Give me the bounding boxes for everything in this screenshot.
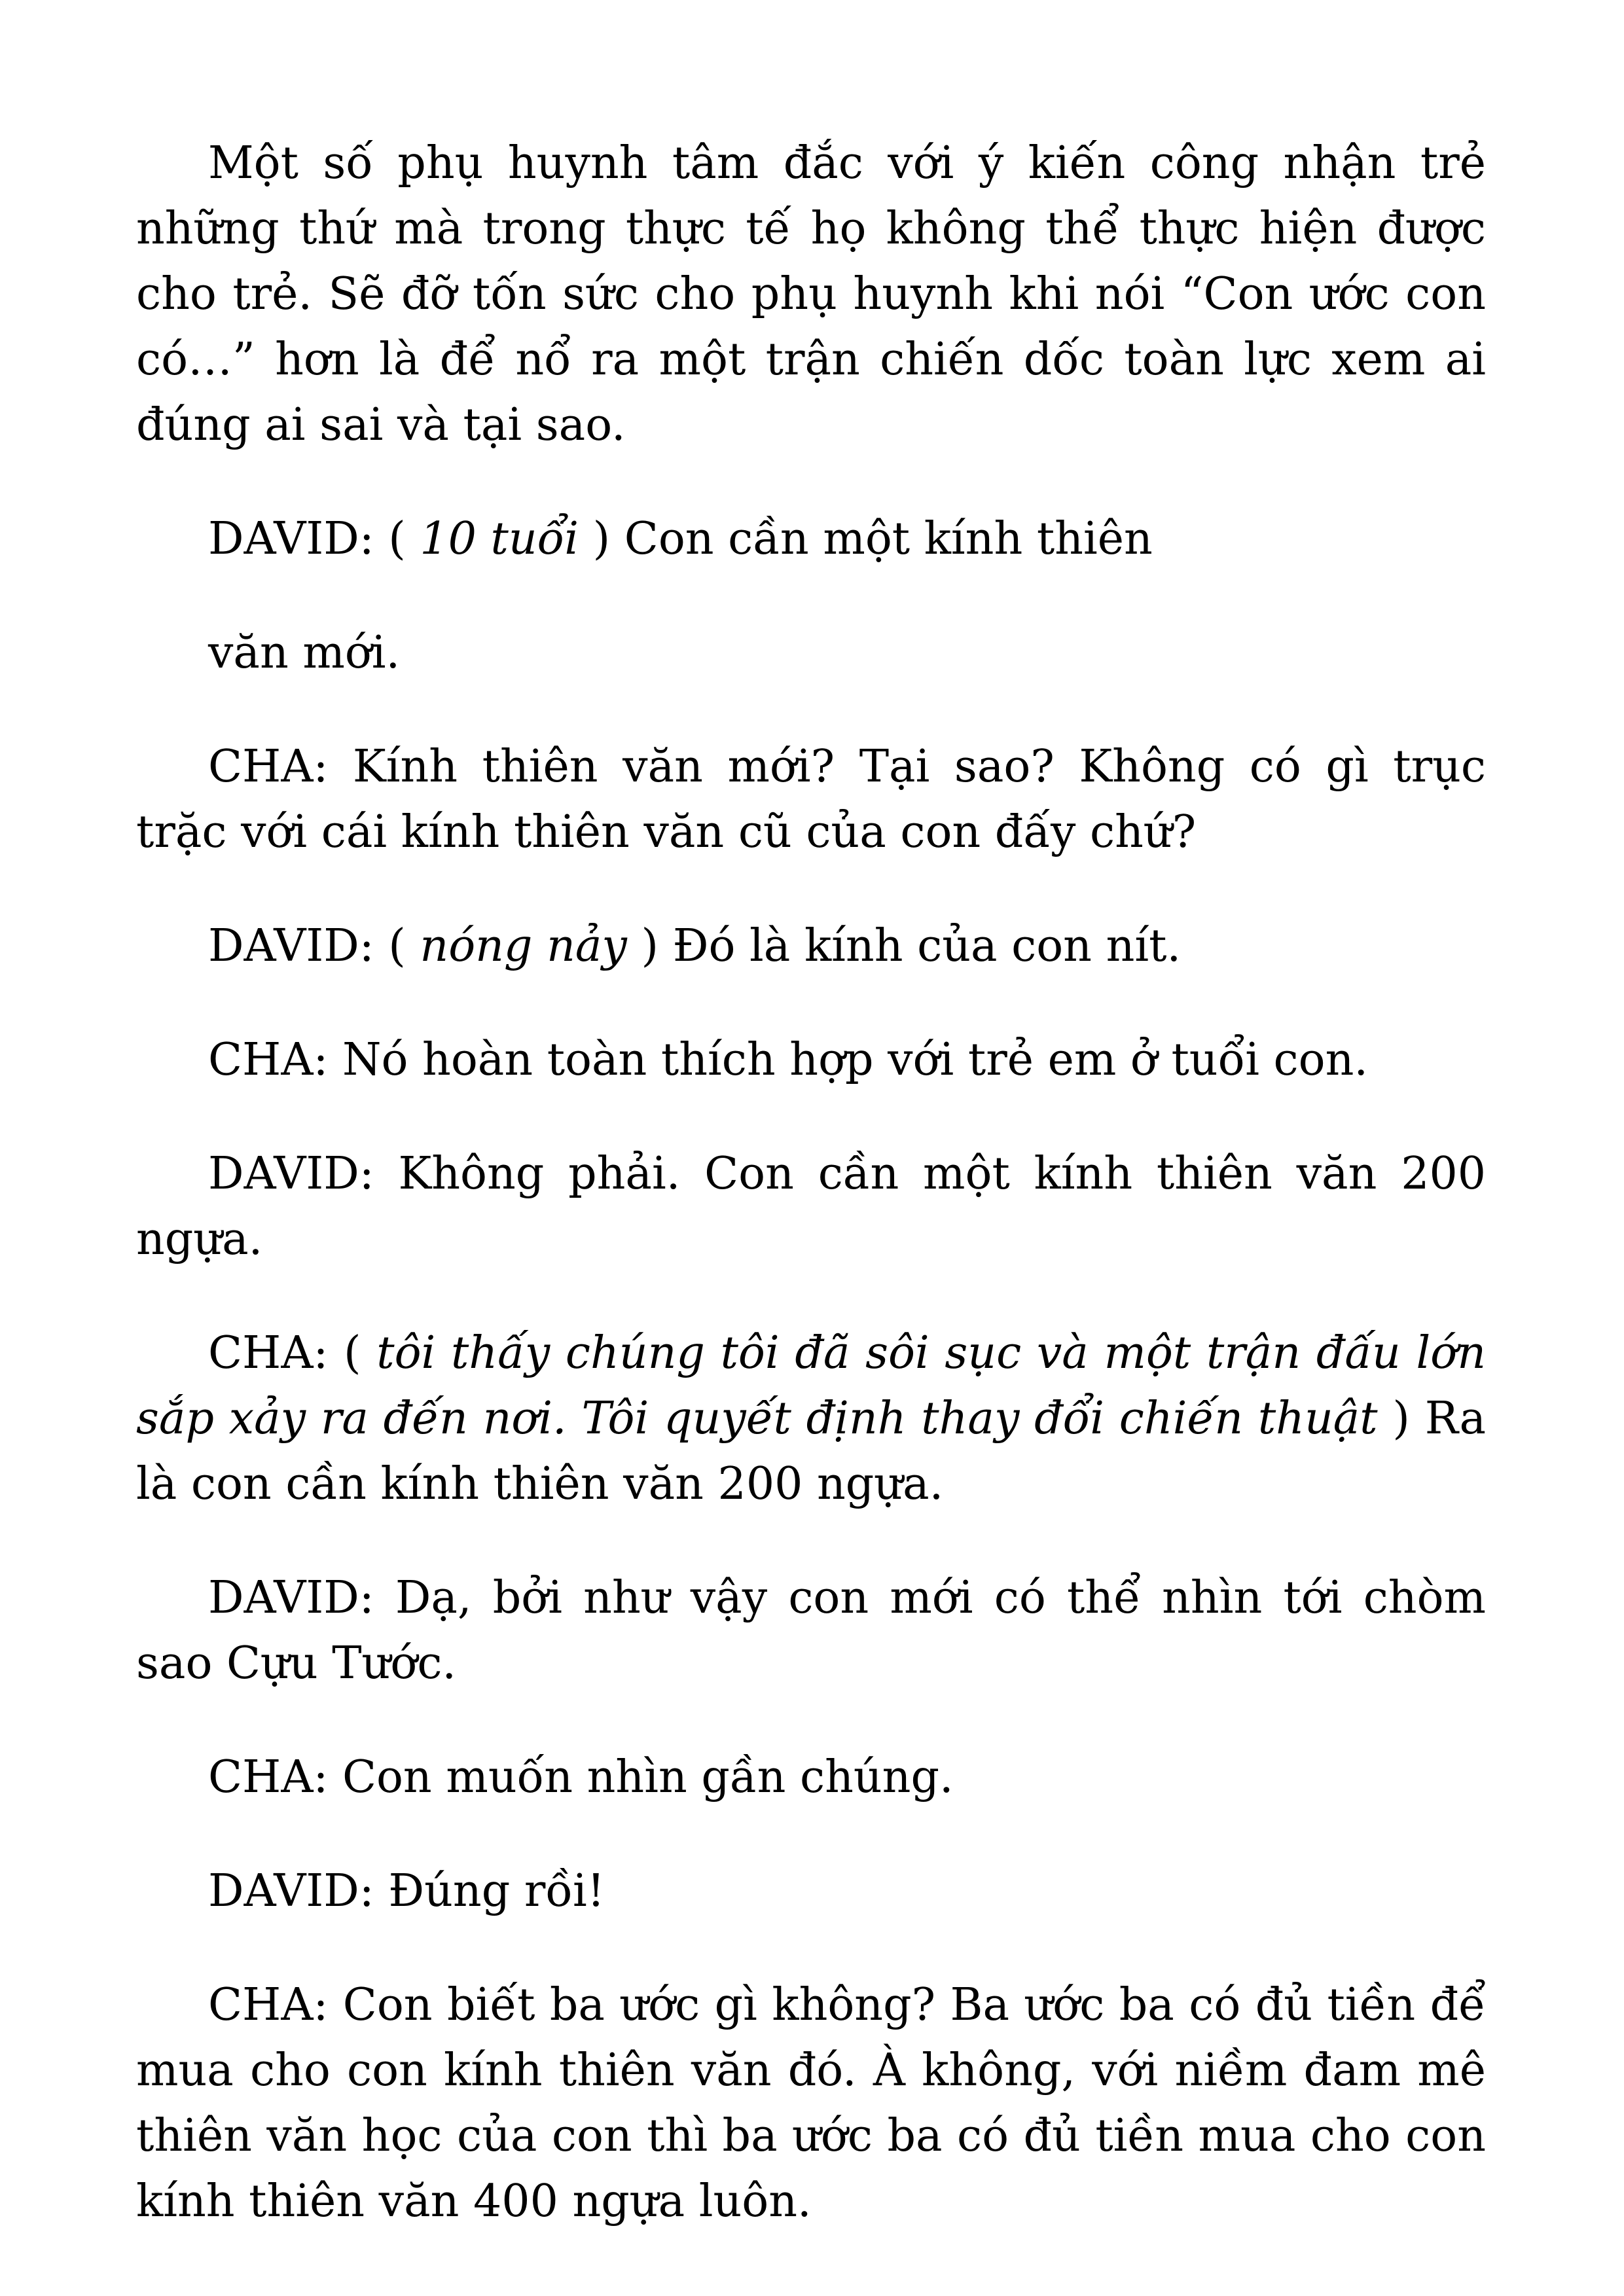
dialogue-paragraph <box>136 1973 1486 2234</box>
dialogue-paragraph <box>136 1566 1486 1696</box>
text-run: CHA: ( <box>208 1327 377 1379</box>
text-run: DAVID: Không phải. Con cần một kính thiên văn 200 ngựa. <box>136 1148 1486 1265</box>
stage-direction-italic: nóng nảy <box>420 920 627 972</box>
text-run: ) Con cần một kính thiên <box>579 513 1153 565</box>
stage-direction-italic: 10 tuổi <box>420 513 579 565</box>
text-run: văn mới. <box>208 627 401 679</box>
dialogue-paragraph <box>136 1745 1486 1810</box>
text-run: CHA: Con muốn nhìn gần chúng. <box>208 1751 954 1803</box>
dialogue-paragraph <box>136 1028 1486 1093</box>
text-run: ) Đó là kính của con nít. <box>626 920 1182 972</box>
dialogue-paragraph <box>136 734 1486 865</box>
dialogue-paragraph <box>136 914 1486 979</box>
text-run: ) Ra là con cần kính thiên văn 200 ngựa. <box>136 1393 1487 1510</box>
text-run: CHA: Con biết ba ước gì không? Ba ước ba có đủ tiền để mua cho con kính thiên văn đó. À không, với niềm đam mê thiên văn học của con thì ba ước ba có đủ tiền mua cho con kính thiên văn 400 ngựa luôn. <box>136 1979 1486 2227</box>
text-run: CHA: Kính thiên văn mới? Tại sao? Không có gì trục trặc với cái kính thiên văn cũ của con đấy chứ? <box>136 741 1486 858</box>
dialogue-paragraph <box>136 507 1486 572</box>
text-run: Một số phụ huynh tâm đắc với ý kiến công nhận trẻ những thứ mà trong thực tế họ không thể thực hiện được cho trẻ. Sẽ đỡ tốn sức cho phụ huynh khi nói “Con ước con có…” hơn là để nổ ra một trận chiến dốc toàn lực xem ai đúng ai sai và tại sao. <box>136 137 1486 451</box>
stage-direction-italic: tôi thấy chúng tôi đã sôi sục và một trận đấu lớn sắp xảy ra đến nơi. Tôi quyết định thay đổi chiến thuật <box>136 1327 1486 1444</box>
text-run: DAVID: ( <box>208 513 420 565</box>
text-block <box>136 131 1486 2234</box>
text-run: DAVID: Đúng rồi! <box>208 1865 605 1917</box>
text-run: DAVID: Dạ, bởi như vậy con mới có thể nhìn tới chòm sao Cựu Tước. <box>136 1572 1486 1689</box>
text-run: DAVID: ( <box>208 920 420 972</box>
dialogue-paragraph <box>136 1141 1486 1272</box>
dialogue-continuation-paragraph <box>136 620 1486 686</box>
narration-paragraph <box>136 131 1486 458</box>
text-run: CHA: Nó hoàn toàn thích hợp với trẻ em ở tuổi con. <box>208 1034 1368 1086</box>
dialogue-paragraph <box>136 1321 1486 1517</box>
dialogue-paragraph <box>136 1859 1486 1924</box>
